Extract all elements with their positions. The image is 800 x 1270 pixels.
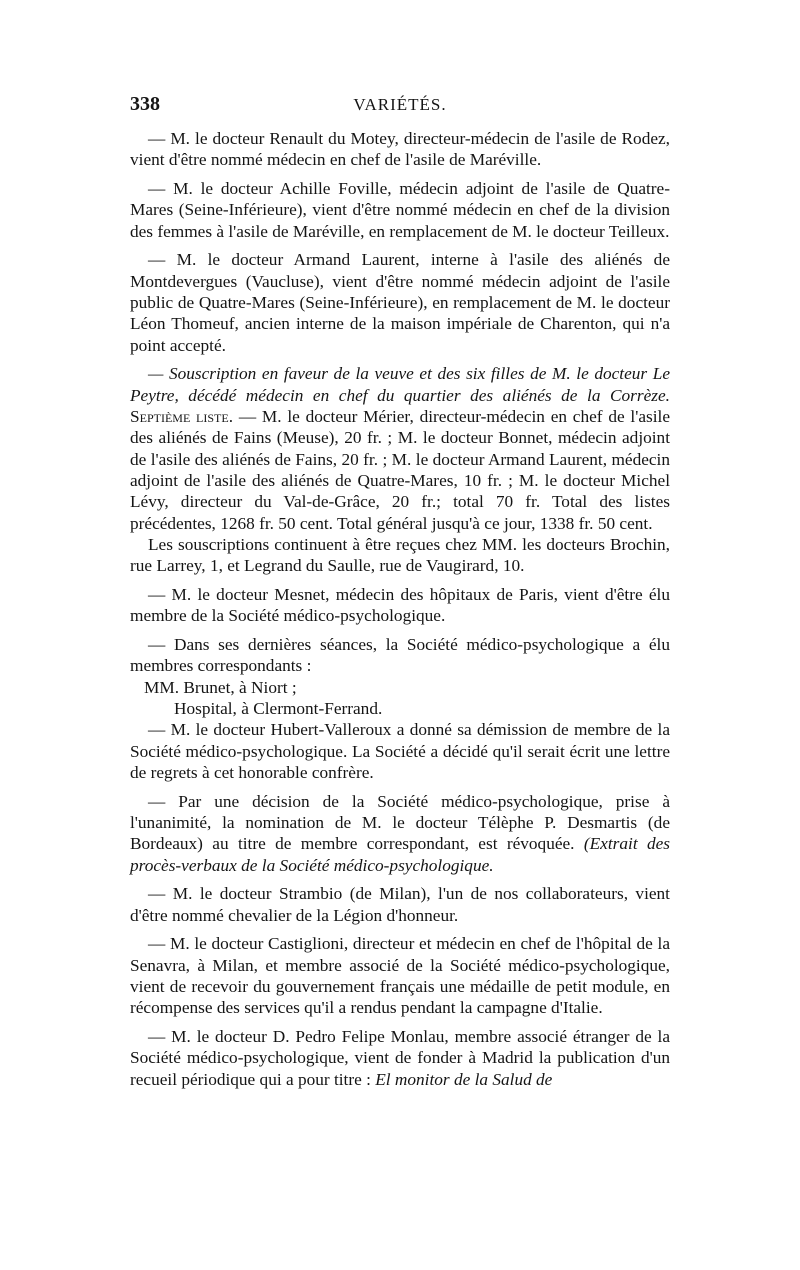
paragraph-mesnet: — M. le docteur Mesnet, médecin des hôpitaux de Paris, vient d'être élu membre de la Société médico-psychologique.: [130, 584, 670, 626]
desmartis-source: (Extrait des procès-verbaux de la Société médico-psychologique.: [130, 834, 671, 875]
running-title: VARIÉTÉS.: [353, 95, 447, 114]
monlau-text: — M. le docteur D. Pedro Felipe Monlau, membre associé étranger de la Société médico-psychologique, vient de fonder à Madrid la publication d'un recueil périodique qui a pour titre :: [130, 1027, 670, 1089]
paragraph-strambio: — M. le docteur Strambio (de Milan), l'un de nos collaborateurs, vient d'être nommé chevalier de la Légion d'honneur.: [130, 884, 670, 925]
subscription-list: — M. le docteur Mérier, directeur-médecin en chef de l'asile des aliénés de Fains (Meuse), 20 fr. ; M. le docteur Bonnet, médecin adjoint de l'asile des aliénés de Fains, 20 fr. ; M. le docteur Armand Laurent, médecin adjoint de l'asile des aliénés de Quatre-Mares, 10 fr. ; M. le docteur Michel Lévy, directeur du Val-de-Grâce, 20 fr.; total 70 fr. Total des listes précédentes, 1268 fr. 50 cent. Total général jusqu'à ce jour, 1338 fr. 50 cent.: [130, 407, 670, 533]
paragraph-foville: — M. le docteur Achille Foville, médecin adjoint de l'asile de Quatre-Mares (Seine-Inférieure), vient d'être nommé médecin en chef de la division des femmes à l'asile de Maréville, en remplacement de M. le docteur Teilleux.: [130, 179, 670, 241]
page-number: 338: [130, 93, 160, 115]
page-body: [130, 128, 670, 1097]
paragraph-laurent: — M. le docteur Armand Laurent, interne à l'asile des aliénés de Montdevergues (Vaucluse), vient d'être nommé médecin adjoint de l'asile public de Quatre-Mares (Seine-Inférieure), en remplacement de M. le docteur Léon Thomeuf, ancien interne de la maison impériale de Charenton, qui n'a point accepté.: [130, 250, 670, 355]
paragraph-hubert-valleroux: — M. le docteur Hubert-Valleroux a donné sa démission de membre de la Société médico-psychologique. La Société a décidé qu'il serait écrit une lettre de regrets à cet honorable confrère.: [130, 720, 670, 782]
paragraph-castiglioni: — M. le docteur Castiglioni, directeur et médecin en chef de l'hôpital de la Senavra, à Milan, et membre associé de la Société médico-psychologique, vient de recevoir du gouvernement français une médaille de petit module, en récompense des services qu'il a rendus pendant la campagne d'Italie.: [130, 934, 670, 1018]
subscription-intro: — Souscription en faveur de la veuve et des six filles de M. le docteur Le Peytre, décédé médecin en chef du quartier des aliénés de la Corrèze.: [130, 364, 670, 405]
paragraph-subscription: [130, 363, 670, 533]
periodical-title: El monitor de la Salud de: [375, 1069, 553, 1089]
paragraph-desmartis: [130, 791, 670, 876]
list-label: Septième liste.: [130, 407, 234, 427]
member-line-hospital: Hospital, à Clermont-Ferrand.: [174, 698, 383, 718]
paragraph-monlau: [130, 1026, 670, 1090]
paragraph-subscriptions-continue: Les souscriptions continuent à être reçues chez MM. les docteurs Brochin, rue Larrey, 1, et Legrand du Saulle, rue de Vaugirard, 10.: [130, 534, 670, 576]
member-line-brunet: MM. Brunet, à Niort ;: [144, 677, 297, 697]
paragraph-correspondants: — Dans ses dernières séances, la Société médico-psychologique a élu membres correspondants :: [130, 635, 670, 676]
desmartis-text: — Par une décision de la Société médico-psychologique, prise à l'unanimité, la nomination de M. le docteur Télèphe P. Desmartis (de Bordeaux) au titre de membre correspondant, est révoquée.: [130, 791, 670, 854]
page-header: [130, 93, 670, 119]
paragraph-renault: — M. le docteur Renault du Motey, directeur-médecin de l'asile de Rodez, vient d'être nommé médecin en chef de l'asile de Maréville.: [130, 129, 670, 170]
